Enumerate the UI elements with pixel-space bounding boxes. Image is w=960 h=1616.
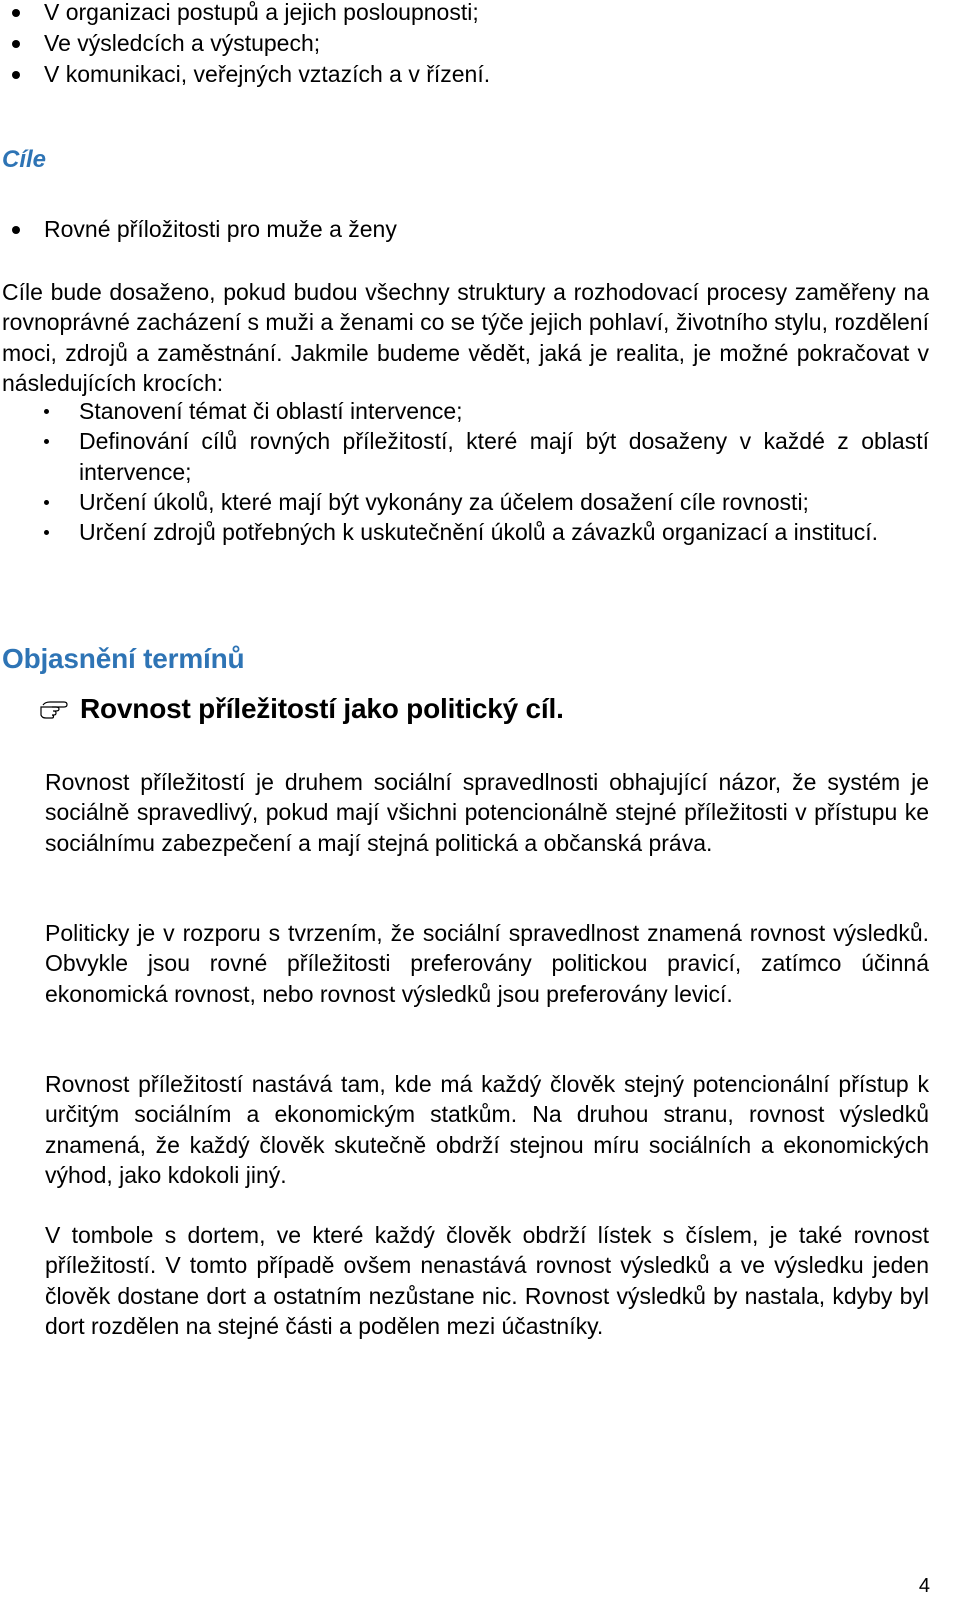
paragraph: V tombole s dortem, ve které každý člověk obdrží lístek s číslem, je také rovnost příležitostí. V tomto případě ovšem nenastává rovnost výsledků a ve výsledku jeden člověk dostane dort a ostatním nezůstane nic. Rovnost výsledků by nastala, kdyby byl dort rozdělen na stejné části a podělen mezi účastníky.	[45, 1222, 929, 1339]
paragraph: Rovnost příležitostí je druhem sociální spravedlnosti obhajující názor, že systém je sociálně spravedlivý, pokud mají všichni potencionálně stejné příležitosti v přístupu ke sociálnímu zabezpečení a mají stejná politická a občanská práva.	[45, 769, 929, 856]
page-number: 4	[918, 1575, 930, 1597]
bullet-icon	[12, 9, 20, 17]
list-item: Rovné příložitosti pro muže a ženy	[0, 214, 397, 245]
bullet-icon	[44, 409, 49, 414]
bullet-icon	[44, 530, 49, 535]
bullet-icon	[44, 439, 49, 444]
list-item: Určení zdrojů potřebných k uskutečnění úkolů a závazků organizací a institucí.	[0, 517, 929, 547]
paragraph: Rovnost příležitostí nastává tam, kde má každý člověk stejný potencionální přístup k určitým sociálním a ekonomickým statkům. Na druhou stranu, rovnost výsledků znamená, že každý člověk skutečně obdrží stejnou míru sociálních a ekonomických výhod, jako kdokoli jiný.	[45, 1071, 929, 1188]
list-item: Určení úkolů, které mají být vykonány za účelem dosažení cíle rovnosti;	[0, 487, 929, 517]
list-item: Definování cílů rovných příležitostí, které mají být dosaženy v každé z oblastí intervence;	[0, 426, 929, 487]
steps-list	[0, 396, 929, 547]
list-item: V organizaci postupů a jejich posloupnosti;	[0, 0, 490, 28]
bullet-icon	[12, 226, 20, 234]
list-item: V komunikaci, veřejných vztazích a v řízení.	[0, 59, 490, 90]
intro-bullet-list	[0, 0, 490, 90]
pointing-hand-icon	[40, 699, 68, 719]
bullet-icon	[12, 71, 20, 79]
section-heading-cile: Cíle	[2, 146, 47, 173]
bullet-icon	[12, 40, 20, 48]
list-item: Stanovení témat či oblastí intervence;	[0, 396, 929, 426]
subheading-title: Rovnost příležitostí jako politický cíl.	[80, 693, 564, 724]
section-heading-terms: Objasnění termínů	[2, 643, 245, 674]
goal-bullet-list	[0, 214, 397, 245]
paragraph: Politicky je v rozporu s tvrzením, že sociální spravedlnost znamená rovnost výsledků. Obvykle jsou rovné příležitosti preferovány politickou pravicí, zatímco účinná ekonomická rovnost, nebo rovnost výsledků jsou preferovány levicí.	[45, 920, 929, 1007]
goal-paragraph: Cíle bude dosaženo, pokud budou všechny struktury a rozhodovací procesy zaměřeny na rovnoprávné zacházení s muži a ženami co se týče jejich pohlaví, životního stylu, rozdělení moci, zdrojů a zaměstnání. Jakmile budeme vědět, jaká je realita, je možné pokračovat v následujících krocích:	[2, 279, 929, 396]
subheading-row	[40, 688, 564, 730]
list-item: Ve výsledcích a výstupech;	[0, 28, 490, 59]
bullet-icon	[44, 500, 49, 505]
